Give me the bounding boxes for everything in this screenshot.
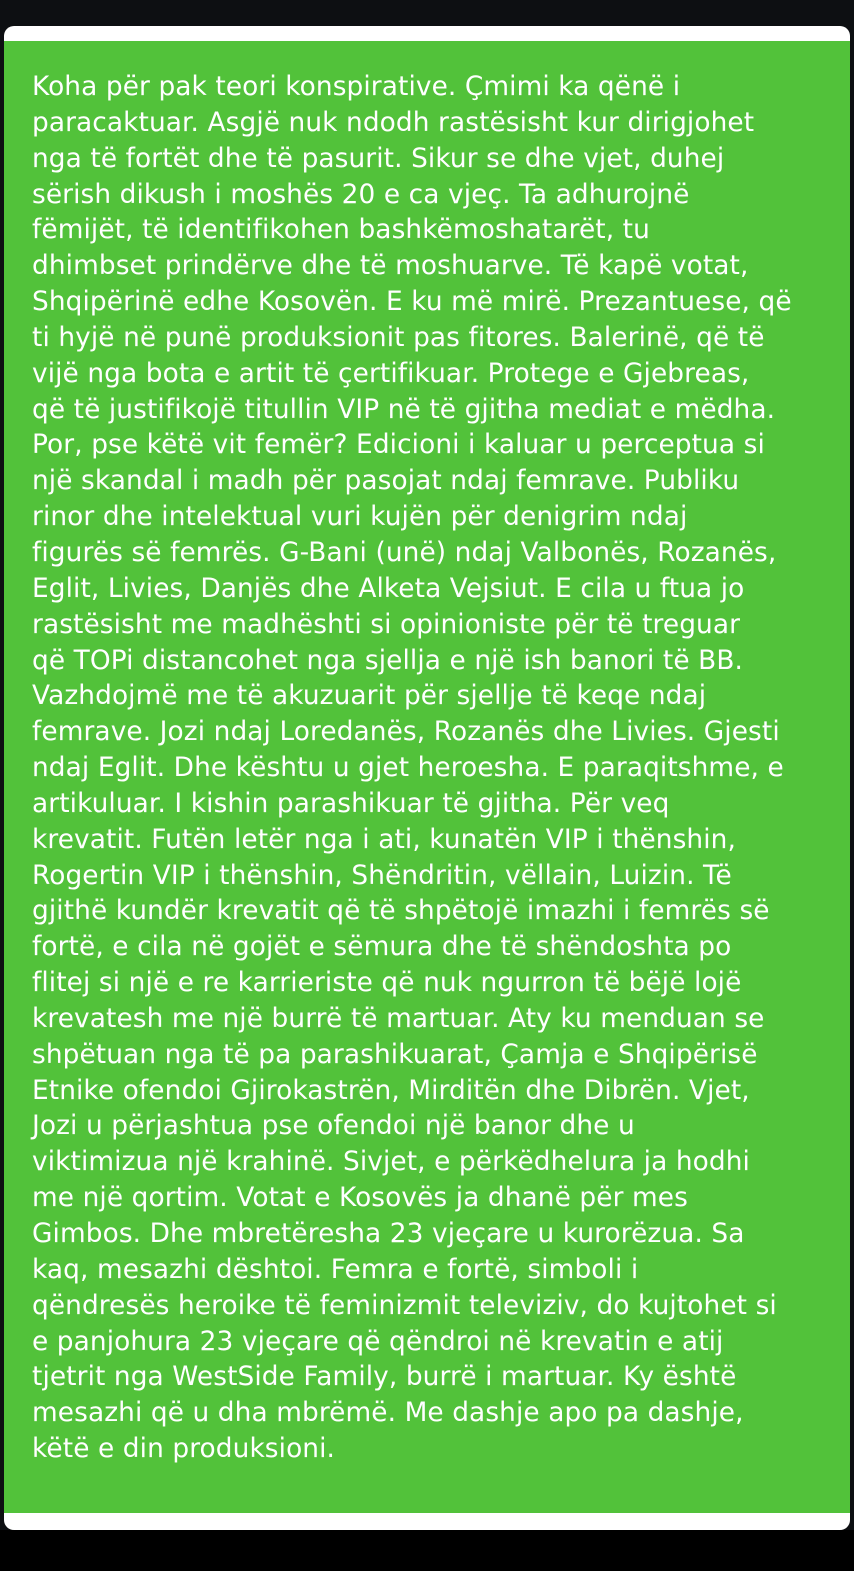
post-text-line: dhimbset prindërve dhe të moshuarve. Të kapë votat, xyxy=(32,250,749,282)
post-text-line: ti hyjë në punë produksionit pas fitores. Balerinë, që të xyxy=(32,321,765,353)
post-text-line: sërish dikush i moshës 20 e ca vjeç. Ta adhurojnë xyxy=(32,178,690,210)
post-text-line: nga të fortët dhe të pasurit. Sikur se dhe vjet, duhej xyxy=(32,142,725,174)
post-text-line: rinor dhe intelektual vuri kujën për denigrim ndaj xyxy=(32,501,688,533)
post-text-line: që të justifikojë titullin VIP në të gjitha mediat e mëdha. xyxy=(32,393,776,425)
post-text-line: fortë, e cila në gojët e sëmura dhe të shëndoshta po xyxy=(32,931,732,963)
post-body-text xyxy=(32,69,842,1467)
post-text-line: Por, pse këtë vit femër? Edicioni i kaluar u perceptua si xyxy=(32,429,765,461)
post-text-line: një skandal i madh për pasojat ndaj femrave. Publiku xyxy=(32,465,740,497)
post-text-line: fëmijët, të identifikohen bashkëmoshatarët, tu xyxy=(32,214,650,246)
post-text-line: ndaj Eglit. Dhe kështu u gjet heroesha. E paraqitshme, e xyxy=(32,752,784,784)
post-text-line: krevatesh me një burrë të martuar. Aty ku menduan se xyxy=(32,1002,765,1034)
post-text-line: mesazhi që u dha mbrëmë. Me dashje apo pa dashje, xyxy=(32,1397,744,1429)
post-text-line: rastësisht me madhështi si opinioniste për të treguar xyxy=(32,608,741,640)
bottom-system-bar xyxy=(0,1530,854,1571)
post-text-line: që TOPi distancohet nga sjellja e një ish banori të BB. xyxy=(32,644,744,676)
post-text-line: krevatit. Futën letër nga i ati, kunatën VIP i thënshin, xyxy=(32,823,736,855)
post-text-line: Etnike ofendoi Gjirokastrën, Mirditën dhe Dibrën. Vjet, xyxy=(32,1074,750,1106)
post-text-line: Vazhdojmë me të akuzuarit për sjellje të keqe ndaj xyxy=(32,680,707,712)
post-text-line: këtë e din produksioni. xyxy=(32,1433,336,1465)
post-text-line: Eglit, Livies, Danjës dhe Alketa Vejsiut. E cila u ftua jo xyxy=(32,572,745,604)
post-text-line: Jozi u përjashtua pse ofendoi një banor dhe u xyxy=(32,1110,635,1142)
post-text-line: Gimbos. Dhe mbretëresha 23 vjeçare u kurorëzua. Sa xyxy=(32,1218,745,1249)
text-post-card xyxy=(4,26,850,1530)
post-text-line: e panjohura 23 vjeçare që qëndroi në krevatin e atij xyxy=(32,1325,724,1357)
post-text-line: me një qortim. Votat e Kosovës ja dhanë për mes xyxy=(32,1182,688,1214)
post-text-line: femrave. Jozi ndaj Loredanës, Rozanës dhe Livies. Gjesti xyxy=(32,716,780,748)
post-text-line: paracaktuar. Asgjë nuk ndodh rastësisht kur dirigjohet xyxy=(32,106,755,138)
post-text-line: Shqipërinë edhe Kosovën. E ku më mirë. Prezantuese, që xyxy=(32,286,792,318)
post-text-line: figurës së femrës. G-Bani (unë) ndaj Valbonës, Rozanës, xyxy=(32,536,777,568)
post-text-line: gjithë kundër krevatit që të shpëtojë imazhi i femrës së xyxy=(32,895,770,927)
post-text-line: kaq, mesazhi dështoi. Femra e fortë, simboli i xyxy=(32,1253,639,1285)
post-text-line: vijë nga bota e artit të çertifikuar. Protege e Gjebreas, xyxy=(32,357,750,389)
post-text-line: flitej si një e re karrieriste që nuk ngurron të bëjë lojë xyxy=(32,967,742,999)
post-text-line: Rogertin VIP i thënshin, Shëndritin, vëllain, Luizin. Të xyxy=(32,859,732,891)
post-text-line: Koha për pak teori konspirative. Çmimi ka qënë i xyxy=(32,71,681,102)
post-text-line: artikuluar. I kishin parashikuar të gjitha. Për veq xyxy=(32,787,670,819)
post-text-line: shpëtuan nga të pa parashikuarat, Çamja e Shqipërisë xyxy=(32,1038,758,1070)
post-text-line: viktimizua një krahinë. Sivjet, e përkëdhelura ja hodhi xyxy=(32,1146,750,1178)
post-text-line: qëndresës heroike të feminizmit televiziv, do kujtohet si xyxy=(32,1289,777,1321)
post-text-line: tjetrit nga WestSide Family, burrë i martuar. Ky është xyxy=(32,1361,737,1393)
